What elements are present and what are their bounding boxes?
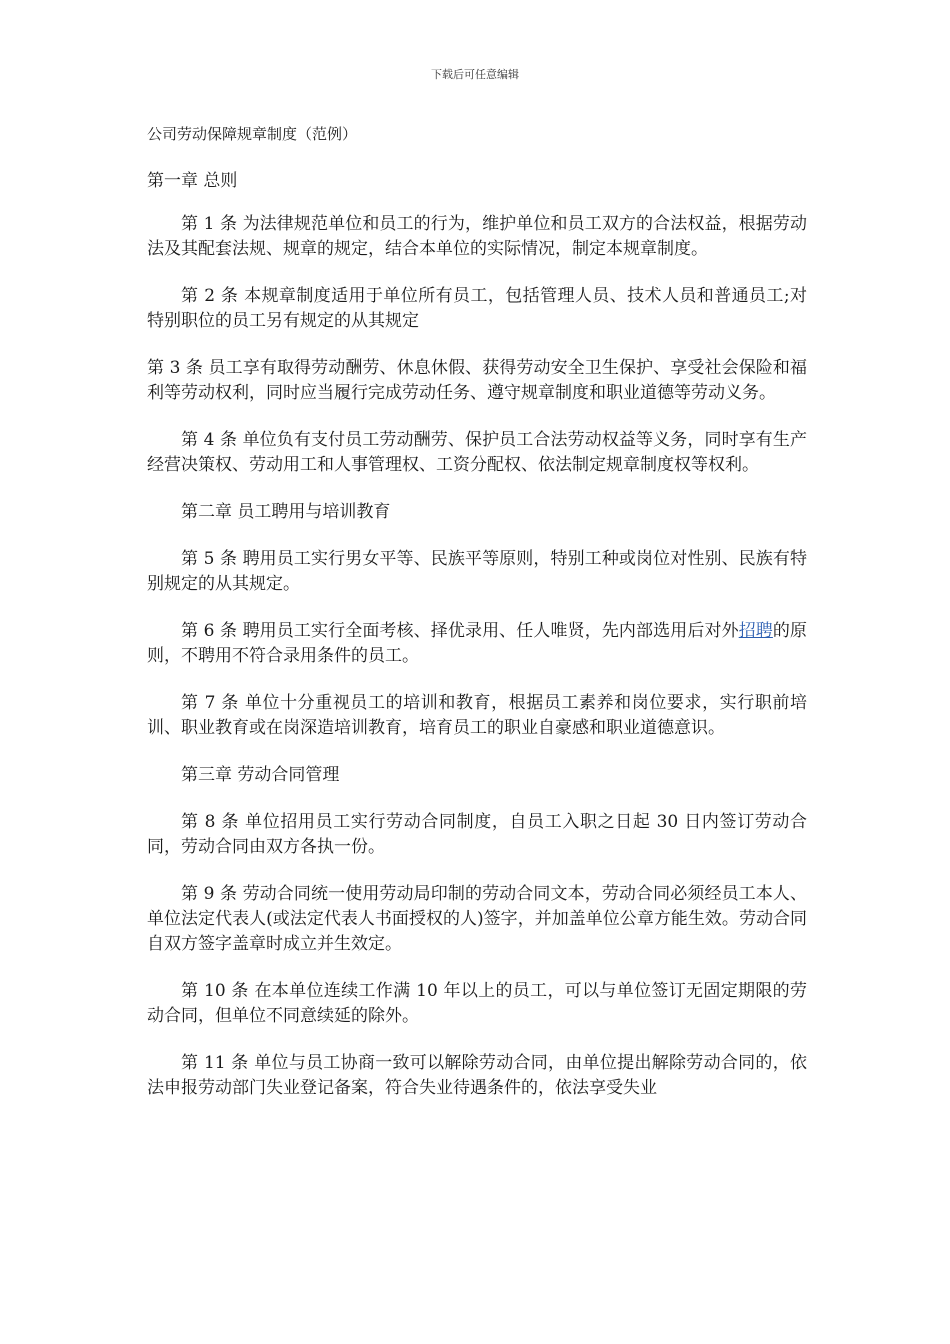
article-7: 第 7 条 单位十分重视员工的培训和教育，根据员工素养和岗位要求，实行职前培训、职业教育或在岗深造培训教育，培育员工的职业自豪感和职业道德意识。: [147, 693, 807, 738]
recruitment-link[interactable]: 招聘: [738, 621, 773, 641]
article-2: 第 2 条 本规章制度适用于单位所有员工，包括管理人员、技术人员和普通员工;对特别职位的员工另有规定的从其规定: [147, 286, 807, 331]
article-10: 第 10 条 在本单位连续工作满 10 年以上的员工，可以与单位签订无固定期限的劳动合同，但单位不同意续延的除外。: [147, 981, 807, 1026]
article-6-text-after: 的原则，不聘用不符合录用条件的员工。: [147, 621, 808, 666]
article-8: 第 8 条 单位招用员工实行劳动合同制度，自员工入职之日起 30 日内签订劳动合同，劳动合同由双方各执一份。: [147, 812, 807, 857]
chapter-3-heading: 第三章 劳动合同管理: [181, 765, 340, 785]
page-header: 下载后可任意编辑: [431, 68, 519, 81]
article-9: 第 9 条 劳动合同统一使用劳动局印制的劳动合同文本，劳动合同必须经员工本人、单位法定代表人(或法定代表人书面授权的人)签字，并加盖单位公章方能生效。劳动合同自双方签字盖章时成立并生效定。: [147, 884, 807, 954]
article-3: 第 3 条 员工享有取得劳动酬劳、休息休假、获得劳动安全卫生保护、享受社会保险和福利等劳动权利，同时应当履行完成劳动任务、遵守规章制度和职业道德等劳动义务。: [147, 358, 807, 403]
document-body: [147, 122, 807, 1123]
document-title: 公司劳动保障规章制度（范例）: [147, 125, 358, 143]
article-6-text-before: 第 6 条 聘用员工实行全面考核、择优录用、任人唯贤，先内部选用后对外: [181, 621, 739, 641]
article-6: [147, 619, 807, 669]
article-5: 第 5 条 聘用员工实行男女平等、民族平等原则，特别工种或岗位对性别、民族有特别规定的从其规定。: [147, 549, 807, 594]
chapter-1-heading: 第一章 总则: [147, 171, 238, 191]
article-1: 第 1 条 为法律规范单位和员工的行为，维护单位和员工双方的合法权益，根据劳动法及其配套法规、规章的规定，结合本单位的实际情况，制定本规章制度。: [147, 214, 807, 259]
article-11: 第 11 条 单位与员工协商一致可以解除劳动合同，由单位提出解除劳动合同的，依法申报劳动部门失业登记备案，符合失业待遇条件的，依法享受失业: [147, 1053, 807, 1098]
article-4: 第 4 条 单位负有支付员工劳动酬劳、保护员工合法劳动权益等义务，同时享有生产经营决策权、劳动用工和人事管理权、工资分配权、依法制定规章制度权等权利。: [147, 430, 807, 475]
chapter-2-heading: 第二章 员工聘用与培训教育: [181, 502, 391, 522]
